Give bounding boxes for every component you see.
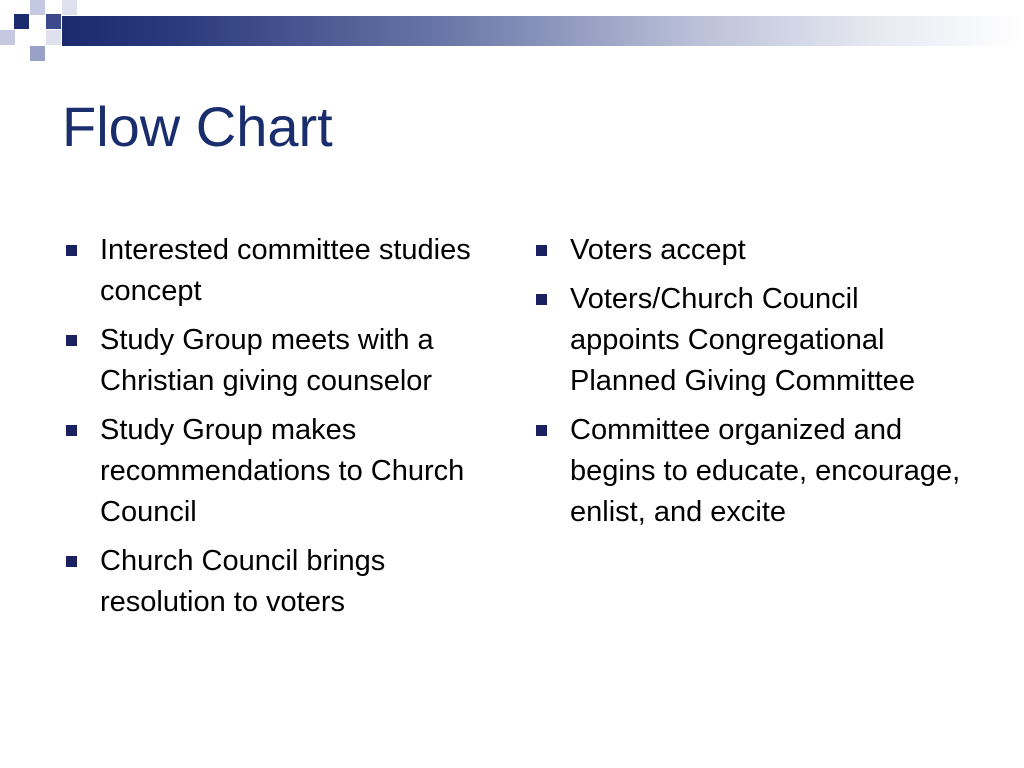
bullet-item <box>532 279 972 402</box>
square-bullet-icon <box>536 294 547 305</box>
bullet-text: Committee organized and begins to educate, encourage, enlist, and excite <box>570 414 961 528</box>
slide-title: Flow Chart <box>62 95 333 158</box>
bullet-text: Voters/Church Council appoints Congregational Planned Giving Committee <box>570 283 915 397</box>
decor-square <box>0 30 15 45</box>
square-bullet-icon <box>66 335 77 346</box>
bullet-item <box>62 541 507 623</box>
bullet-text: Voters accept <box>570 234 746 266</box>
bullet-item <box>62 410 507 533</box>
bullet-text: Church Council brings resolution to voters <box>100 545 386 618</box>
bullet-text: Study Group makes recommendations to Church Council <box>100 414 465 528</box>
decor-square <box>46 30 61 45</box>
square-bullet-icon <box>66 245 77 256</box>
decor-square <box>30 46 45 61</box>
square-bullet-icon <box>536 245 547 256</box>
decor-square <box>62 0 77 15</box>
header-decoration <box>0 0 1024 48</box>
bullet-item <box>62 230 507 312</box>
bullet-text: Study Group meets with a Christian giving counselor <box>100 324 434 397</box>
bullet-text: Interested committee studies concept <box>100 234 471 307</box>
square-bullet-icon <box>66 425 77 436</box>
square-bullet-icon <box>536 425 547 436</box>
decor-square <box>14 14 29 29</box>
bullet-item <box>532 230 972 271</box>
left-bullet-list <box>62 230 507 631</box>
square-bullet-icon <box>66 556 77 567</box>
header-gradient-bar <box>62 16 1024 46</box>
bullet-item <box>62 320 507 402</box>
bullet-item <box>532 410 972 533</box>
decor-square <box>30 0 45 15</box>
right-bullet-list <box>532 230 972 541</box>
decor-square <box>46 14 61 29</box>
